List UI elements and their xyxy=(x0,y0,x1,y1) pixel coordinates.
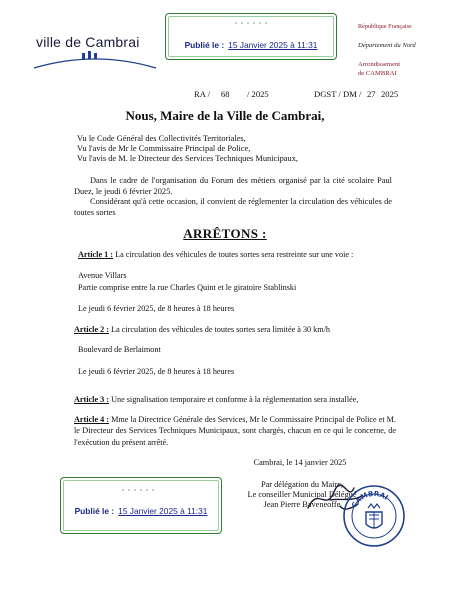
stamp-label: Publié le : xyxy=(184,40,225,50)
article-4-label: Article 4 : xyxy=(74,415,110,424)
ref-ra-year: / 2025 xyxy=(247,89,269,99)
arrondissement-city: de CAMBRAI xyxy=(358,70,397,77)
publication-stamp-top xyxy=(165,13,337,60)
document-title: Nous, Maire de la Ville de Cambrai, xyxy=(125,108,325,123)
stamp-date: 15 Janvier 2025 à 11:31 xyxy=(228,40,318,50)
article-1-label: Article 1 : xyxy=(78,250,114,259)
article-2-date: Le jeudi 6 février 2025, de 8 heures à 18 heures xyxy=(78,367,235,376)
signature-line-1: Par délégation du Maire, xyxy=(260,480,344,489)
vu-line-3: Vu l'avis de M. le Directeur des Services Techniques Municipaux, xyxy=(77,154,298,163)
article-1-date: Le jeudi 6 février 2025, de 8 heures à 18 heures xyxy=(78,304,235,313)
signature-place-date: Cambrai, le 14 janvier 2025 xyxy=(253,458,347,467)
article-3 xyxy=(74,395,358,404)
arretons-heading: ARRÊTONS : xyxy=(183,226,267,241)
stamp-text-bottom xyxy=(61,506,221,516)
ref-dgst-label: DGST / DM / xyxy=(314,89,362,99)
publication-stamp-bottom xyxy=(60,477,222,534)
article-1-text: La circulation des véhicules de toutes sortes sera restreinte sur une voie : xyxy=(115,250,354,259)
considerant-1: Dans le cadre de l'organisation du Forum des métiers organisé par la cité scolaire Paul Duez, le jeudi 6 février 2025. xyxy=(74,176,392,196)
vu-line-2: Vu l'avis de Mr le Commissaire Principal de Police, xyxy=(77,144,251,153)
signature-line-2: Le conseiller Municipal Délégué xyxy=(247,490,357,499)
stamp-label-bottom: Publié le : xyxy=(74,506,115,516)
article-2-street: Boulevard de Berlaimont xyxy=(78,345,161,354)
article-4-text: Mme la Directrice Générale des Services, Mr le Commissaire Principal de Police et M. le Directeur des Services Techniques Municipaux, sont chargés, chacun en ce qui le concerne, de l'exécution du présent arrêté. xyxy=(74,415,396,447)
city-logo-arc-icon xyxy=(30,48,160,70)
ref-ra-number: 68 xyxy=(221,89,230,99)
city-logo-text: ville de Cambrai xyxy=(36,34,140,50)
article-2-text: La circulation des véhicules de toutes sortes sera limitée à 30 km/h xyxy=(111,325,331,334)
article-3-label: Article 3 : xyxy=(74,395,110,404)
article-1-section: Partie comprise entre la rue Charles Quint et le giratoire Stablinski xyxy=(78,283,297,292)
stamp-dots-decoration-bottom xyxy=(61,486,221,494)
article-4 xyxy=(74,414,396,448)
article-2 xyxy=(74,325,330,334)
ref-dgst-year: 2025 xyxy=(381,89,399,99)
article-1-street: Avenue Villars xyxy=(78,271,127,280)
seal-text: CAMBRAI xyxy=(350,489,390,510)
city-seal-stamp xyxy=(342,484,406,548)
article-2-label: Article 2 : xyxy=(74,325,110,334)
considerant-2: Considérant qu'à cette occasion, il convient de réglementer la circulation des véhicules de toutes sortes xyxy=(74,197,392,217)
signature-line-3: Jean Pierre Baveneoffe xyxy=(263,500,341,509)
vu-line-1: Vu le Code Général des Collectivités Territoriales, xyxy=(77,134,246,143)
stamp-dots-decoration xyxy=(166,19,336,27)
republique-label: République Française xyxy=(358,23,412,30)
departement-label: Département du Nord xyxy=(358,42,416,49)
ref-dgst-number: 27 xyxy=(367,89,376,99)
stamp-date-bottom: 15 Janvier 2025 à 11:31 xyxy=(118,506,208,516)
ref-ra-label: RA / xyxy=(194,89,210,99)
article-1 xyxy=(78,250,353,259)
article-3-text: Une signalisation temporaire et conforme à la réglementation sera installée, xyxy=(111,395,359,404)
stamp-text-top xyxy=(166,40,336,50)
arrondissement-label: Arrondissement xyxy=(358,61,401,68)
